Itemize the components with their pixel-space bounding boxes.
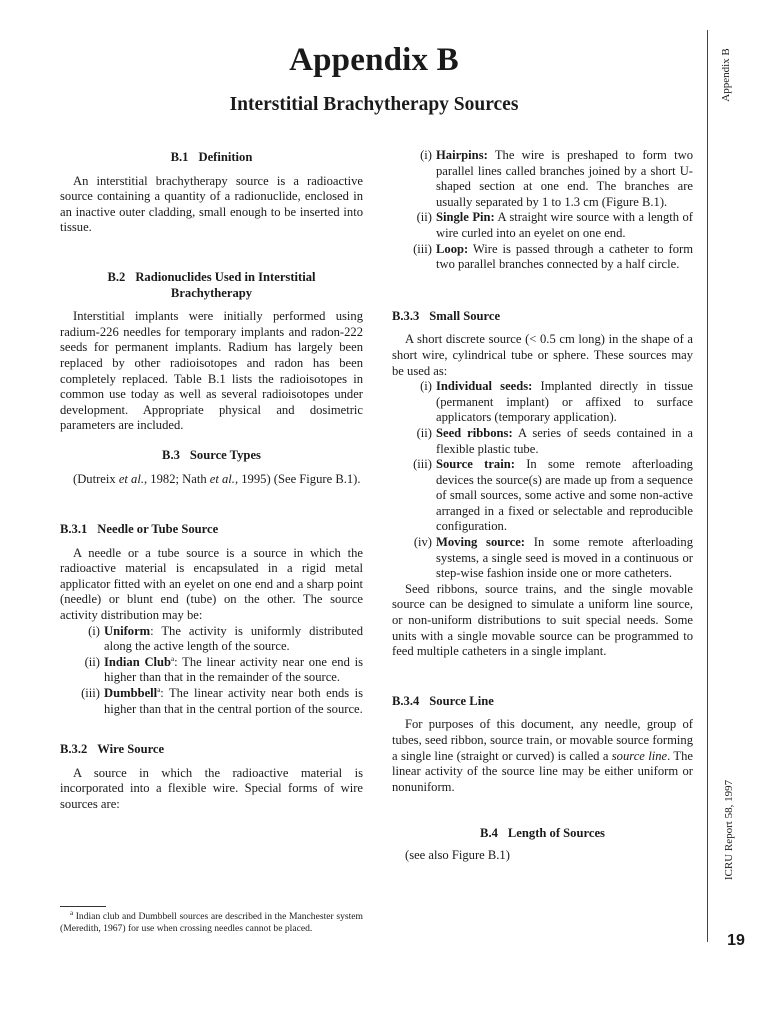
list-term: Loop: — [436, 241, 469, 256]
footnote-text: Indian club and Dumbbell sources are described in the Manchester system (Meredith, 1967) for use when crossing needles cannot be placed. — [60, 911, 363, 934]
list-label: (i) — [88, 623, 100, 638]
section-number: B.2 — [107, 269, 126, 284]
list-text — [436, 242, 693, 273]
list-body: In some remote afterloading systems, a single seed is moved in a continuous or step-wise fashion inside one or more catheters. — [436, 535, 693, 581]
list-term: Dumbbell — [104, 686, 158, 701]
section-b32-text: A source in which the radioactive material is incorporated into a flexible wire. Special forms of wire sources are: — [60, 765, 363, 811]
body-text: For purposes of this document, any needle, group of tubes, seed ribbon, source train, or movable source forming a single line (straight or curved) is called a — [392, 717, 693, 763]
list-text — [436, 210, 693, 241]
list-text — [436, 379, 693, 426]
section-number: B.4 — [480, 826, 498, 841]
list-body: Implanted directly in tissue (permanent implant) or affixed to surface applicators (temporary application). — [436, 379, 693, 425]
section-b31-heading — [60, 522, 363, 538]
list-term: Indian Club — [104, 654, 172, 669]
list-body: In some remote afterloading devices the source(s) are made up from a sequence of small sources, some active and some non-active arranged in a fixed or selectable and reproducible configuration. — [436, 457, 693, 534]
section-title: Wire Source — [97, 742, 165, 757]
footnote-marker: a — [70, 908, 74, 917]
section-b4-text: (see also Figure B.1) — [405, 847, 510, 862]
page-title: Appendix B — [289, 42, 459, 78]
section-b1-heading — [60, 150, 363, 166]
footnote-marker: a — [171, 654, 175, 663]
list-item — [60, 655, 363, 686]
list-label: (iii) — [81, 686, 100, 701]
list-label: (iii) — [413, 457, 432, 472]
list-term: Uniform — [104, 623, 151, 638]
list-body: : The linear activity near both ends is higher than that in the central portion of the source. — [104, 686, 363, 716]
section-title: Needle or Tube Source — [97, 522, 219, 537]
list-term: Seed ribbons: — [436, 425, 513, 440]
list-item — [392, 535, 693, 582]
list-item — [392, 210, 693, 241]
list-item — [392, 457, 693, 535]
section-title-line1: Radionuclides Used in Interstitial — [135, 269, 316, 284]
list-label: (i) — [420, 148, 432, 162]
citation-text: , 1995) (See Figure B.1). — [234, 471, 361, 486]
section-title-line2: Brachytherapy — [170, 285, 253, 300]
list-label: (iii) — [413, 241, 432, 256]
list-text — [104, 624, 363, 655]
list-item — [392, 379, 693, 426]
section-b31-text: A needle or a tube source is a source in which the radioactive material is encapsulated in a rigid metal applicator fitted with an eyelet on one end and a sharp point (needle) or blunt end (tube) on the other. The source activity distribution may be: — [60, 545, 363, 623]
list-term: Individual seeds: — [436, 379, 533, 394]
emphasis-text: source line — [611, 748, 668, 763]
list-text — [436, 426, 693, 457]
page-number: 19 — [727, 932, 745, 949]
section-title: Length of Sources — [507, 826, 605, 841]
list-term: Moving source: — [436, 535, 525, 550]
list-label: (ii) — [84, 654, 100, 669]
section-b34-text — [392, 717, 693, 795]
section-title: Small Source — [429, 308, 501, 323]
citation-text: (Dutreix — [73, 471, 119, 486]
section-b33-heading — [392, 309, 693, 325]
section-b32-heading — [60, 742, 363, 758]
section-number: B.3.2 — [60, 742, 88, 757]
section-title: Definition — [198, 150, 253, 164]
section-number: B.3.4 — [392, 693, 420, 708]
list-item — [392, 148, 693, 210]
section-b33-text: A short discrete source (< 0.5 cm long) in the shape of a short wire, cylindrical tube or sphere. These sources may be used as: — [392, 332, 693, 378]
section-number: B.3.3 — [392, 308, 420, 323]
section-number: B.3.1 — [60, 522, 88, 537]
footnote-rule — [60, 906, 106, 907]
list-text — [104, 655, 363, 686]
list-label: (ii) — [416, 210, 432, 225]
list-item — [392, 242, 693, 273]
section-title: Source Types — [189, 447, 261, 462]
list-item — [60, 686, 363, 717]
list-text — [436, 457, 693, 535]
section-number: B.3 — [162, 447, 180, 462]
citation-etal: et al. — [118, 471, 144, 486]
list-term: Hairpins: — [436, 148, 488, 162]
margin-rule — [707, 30, 708, 942]
section-number: B.1 — [170, 150, 189, 164]
list-item — [60, 624, 363, 655]
list-term: Source train: — [436, 457, 515, 472]
right-column — [392, 148, 693, 864]
list-term: Single Pin: — [436, 210, 495, 225]
section-b3-heading — [60, 448, 363, 464]
list-text — [104, 686, 363, 717]
section-b4-heading — [392, 826, 693, 842]
list-body: : The activity is uniformly distributed along the active length of the source. — [104, 623, 363, 654]
section-b2-text: Interstitial implants were initially performed using radium-226 needles for temporary implants and radon-222 seeds for permanent implants. Radium has largely been replaced by other radioisotopes and radon has been completely replaced. Table B.1 lists the radioisotopes in common use today as well as several radioisotopes under development. Appropriate physical and dosimetric parameters are included. — [60, 309, 363, 433]
running-foot: ICRU Report 58, 1997 — [723, 779, 735, 881]
section-b34-heading — [392, 694, 693, 710]
footnote-marker: a — [157, 685, 161, 694]
running-head: Appendix B — [720, 48, 732, 102]
section-b3-text — [60, 472, 363, 488]
list-text — [436, 148, 693, 210]
section-b1-text: An interstitial brachytherapy source is a radioactive source containing a quantity of a radionuclide, enclosed in an inactive outer cladding, small enough to be inserted into tissue. — [60, 173, 363, 235]
section-b33-text-after: Seed ribbons, source trains, and the single movable source can be designed to simulate a uniform line source, or non-uniform distributions to suit special needs. Some units with a single movable source can be programmed to feed multiple catheters in a single implant. — [392, 581, 693, 659]
list-body: A series of seeds contained in a flexible plastic tube. — [436, 425, 693, 456]
list-body: The wire is preshaped to form two parallel lines called branches joined by a short U-shaped section at one end. The branches are usually separated by 1 to 1.3 cm (Figure B.1). — [436, 148, 693, 209]
citation-etal: et al. — [209, 471, 235, 486]
list-item — [392, 426, 693, 457]
footnote — [60, 908, 363, 935]
body-text: . The linear activity of the source line may be either uniform or nonuniform. — [392, 748, 694, 794]
list-body: : The linear activity near one end is higher than that in the remainder of the source. — [104, 654, 363, 685]
section-b2-heading — [60, 270, 363, 301]
section-title: Source Line — [429, 693, 494, 708]
list-label: (ii) — [416, 425, 432, 440]
list-body: A straight wire source with a length of wire curled into an eyelet on one end. — [436, 210, 693, 240]
left-column — [60, 148, 363, 813]
citation-text: , 1982; Nath — [144, 471, 210, 486]
page-subtitle: Interstitial Brachytherapy Sources — [229, 94, 519, 115]
list-text — [436, 535, 693, 582]
list-label: (i) — [420, 379, 432, 394]
list-body: Wire is passed through a catheter to form two parallel branches connected by a half circle. — [436, 241, 693, 272]
list-label: (iv) — [413, 535, 432, 550]
